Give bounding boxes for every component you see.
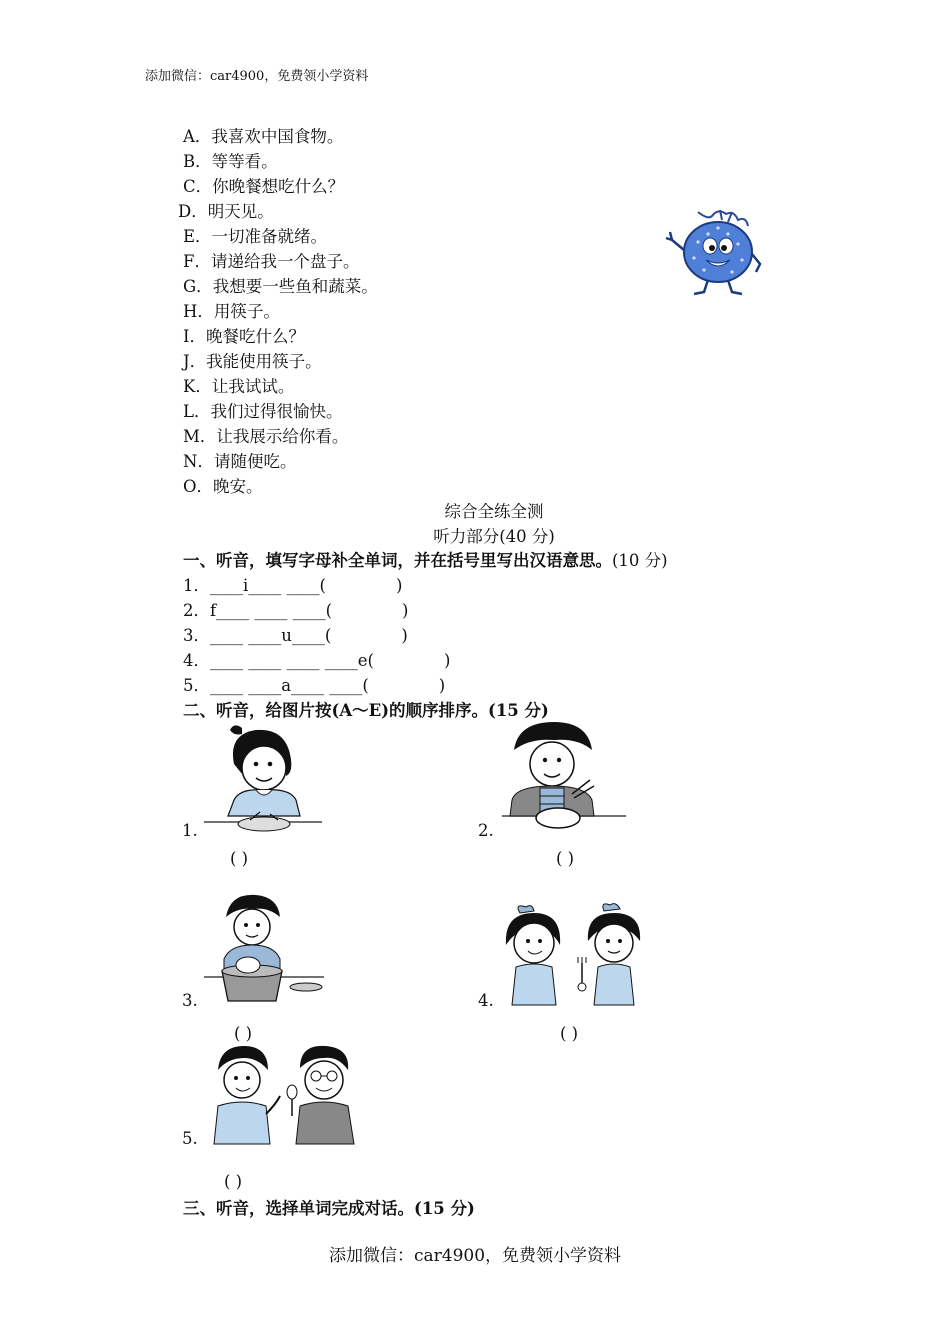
- fill-item-close: ): [395, 576, 403, 595]
- option-j: [183, 349, 322, 374]
- picture-3-number: 3.: [182, 991, 198, 1010]
- picture-2-answer-blank[interactable]: ( ): [556, 849, 575, 868]
- option-text: 晚安。: [213, 477, 263, 496]
- option-g: [183, 274, 378, 299]
- option-text: 让我展示给你看。: [216, 427, 349, 446]
- fill-item-close: ): [402, 601, 409, 620]
- option-text: 我们过得很愉快。: [210, 402, 343, 421]
- picture-1-girl-washing-dishes: [204, 724, 322, 840]
- option-a: [183, 124, 343, 149]
- option-letter: D．: [178, 202, 208, 221]
- test-title: 综合全练全测: [444, 502, 544, 521]
- option-text: 我喜欢中国食物。: [211, 127, 344, 146]
- option-text: 用筷子。: [213, 302, 280, 321]
- fill-item-number: 1．: [183, 576, 210, 595]
- picture-1-number: 1.: [182, 821, 198, 840]
- option-letter: J．: [183, 352, 207, 371]
- fill-item-pattern[interactable]: ____ ____a____ ____(: [210, 676, 369, 695]
- option-f: [183, 249, 359, 274]
- page-header: 添加微信：car4900，免费领小学资料: [145, 69, 369, 84]
- option-text: 我能使用筷子。: [206, 352, 322, 371]
- picture-5-boy-and-grandpa-spoon: [210, 1044, 362, 1148]
- picture-4-two-girls-with-fork: [498, 905, 662, 1009]
- option-text: 我想要一些鱼和蔬菜。: [212, 277, 378, 296]
- option-n: [183, 449, 296, 474]
- fill-item-close: ): [401, 626, 408, 645]
- section3-heading: 三、听音，选择单词完成对话。(15 分): [183, 1199, 475, 1218]
- option-text: 晚餐吃什么？: [206, 327, 306, 346]
- section2-heading: [183, 698, 549, 723]
- option-text: 等等看。: [211, 152, 278, 171]
- fill-item-number: 3．: [183, 626, 210, 645]
- page-footer: 添加微信：car4900，免费领小学资料: [328, 1246, 622, 1266]
- fill-item-3: [183, 623, 408, 648]
- option-m: [183, 424, 348, 449]
- picture-4-answer-blank[interactable]: ( ): [560, 1024, 579, 1043]
- option-letter: I．: [183, 327, 207, 346]
- fill-item-pattern[interactable]: ____i____ ____(: [210, 576, 326, 595]
- picture-2-number: 2.: [478, 821, 494, 840]
- section1-heading-score: (10 分): [612, 551, 668, 570]
- option-c: [183, 174, 344, 199]
- listening-title: 听力部分(40 分): [433, 527, 555, 546]
- option-text: 明天见。: [207, 202, 274, 221]
- picture-1-answer-blank[interactable]: ( ): [230, 849, 249, 868]
- picture-5-answer-blank[interactable]: ( ): [224, 1172, 243, 1191]
- option-d: [178, 199, 274, 224]
- option-o: [183, 474, 263, 499]
- fill-item-close: ): [438, 676, 446, 695]
- section2-heading-a: 二、听音，给图片按(: [183, 701, 340, 720]
- picture-3-answer-blank[interactable]: ( ): [234, 1024, 253, 1043]
- option-e: [183, 224, 327, 249]
- option-letter: H．: [183, 302, 214, 321]
- option-letter: C．: [183, 177, 213, 196]
- strawberry-mascot-illustration: [668, 206, 764, 300]
- fill-item-number: 5．: [183, 676, 210, 695]
- fill-item-5: [183, 673, 445, 698]
- fill-item-1: [183, 573, 402, 598]
- fill-item-pattern[interactable]: f____ ____ ____(: [210, 601, 333, 620]
- section2-heading-c: )的顺序排序。(15 分): [381, 701, 549, 720]
- section1-heading-main: 一、听音，填写字母补全单词，并在括号里写出汉语意思。: [183, 551, 612, 570]
- option-letter: E．: [183, 227, 212, 246]
- fill-item-pattern[interactable]: ____ ____u____(: [210, 626, 332, 645]
- fill-item-pattern[interactable]: ____ ____ ____ ____e(: [210, 651, 374, 670]
- fill-item-2: [183, 598, 408, 623]
- option-letter: L．: [183, 402, 211, 421]
- option-k: [183, 374, 294, 399]
- picture-5-number: 5.: [182, 1129, 198, 1148]
- fill-item-4: [183, 648, 450, 673]
- option-text: 请随便吃。: [213, 452, 297, 471]
- option-letter: M．: [183, 427, 217, 446]
- fill-item-number: 2．: [183, 601, 210, 620]
- option-text: 一切准备就绪。: [211, 227, 328, 246]
- section1-heading: [183, 548, 668, 573]
- option-letter: O．: [183, 477, 214, 496]
- fill-item-close: ): [443, 651, 451, 670]
- option-text: 请递给我一个盘子。: [210, 252, 360, 271]
- picture-2-boy-eating-chopsticks: [502, 720, 626, 836]
- option-letter: F．: [183, 252, 211, 271]
- picture-4-number: 4.: [478, 991, 494, 1010]
- option-l: [183, 399, 342, 424]
- option-text: 你晚餐想吃什么？: [212, 177, 345, 196]
- section2-heading-b: A～E: [339, 701, 382, 720]
- option-letter: N．: [183, 452, 214, 471]
- option-letter: A．: [183, 127, 212, 146]
- option-i: [183, 324, 305, 349]
- option-letter: K．: [183, 377, 212, 396]
- fill-item-number: 4．: [183, 651, 210, 670]
- option-letter: G．: [183, 277, 213, 296]
- option-letter: B．: [183, 152, 212, 171]
- option-b: [183, 149, 278, 174]
- picture-3-boy-washing-bowl: [204, 893, 324, 1005]
- option-text: 让我试试。: [211, 377, 295, 396]
- option-h: [183, 299, 280, 324]
